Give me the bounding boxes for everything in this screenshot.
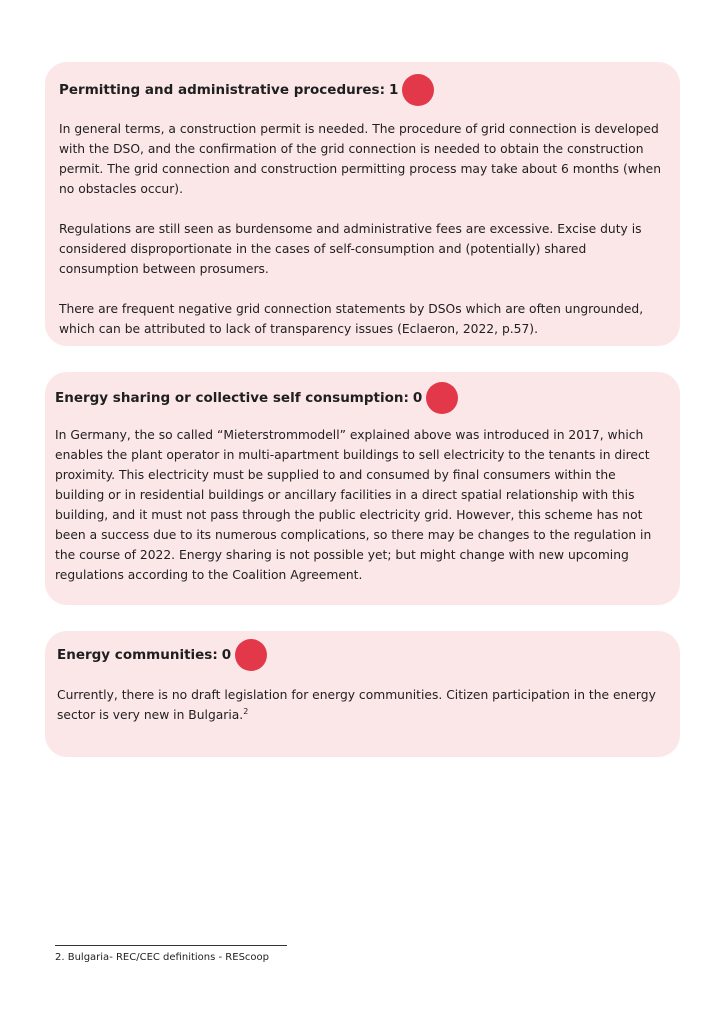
footnote-reference[interactable]: 2 <box>243 707 249 716</box>
card-header <box>55 382 668 414</box>
card-title: Energy sharing or collective self consumption: <box>55 390 409 406</box>
footnote: 2. Bulgaria- REC/CEC definitions - REScoop <box>55 952 269 963</box>
card-header <box>57 639 668 671</box>
score-value: 1 <box>388 82 399 98</box>
score-indicator-dot <box>235 639 267 671</box>
energy-communities-card <box>45 631 680 757</box>
paragraph: In Germany, the so called “Mieterstrommodell” explained above was introduced in 2017, which enables the plant operator in multi-apartment buildings to sell electricity to the tenants in direct proximity. This electricity must be supplied to and consumed by final consumers within the building or in residential buildings or ancillary facilities in a direct spatial relationship with this building, and it must not pass through the public electricity grid. However, this scheme has not been a success due to its numerous complications, so there may be changes to the regulation in the course of 2022. Energy sharing is not possible yet; but might change with new upcoming regulations according to the Coalition Agreement. <box>55 428 652 582</box>
score-indicator-dot <box>402 74 434 106</box>
paragraph: There are frequent negative grid connection statements by DSOs which are often ungrounded, which can be attributed to lack of transparency issues (Eclaeron, 2022, p.57). <box>59 302 644 336</box>
card-header <box>59 74 668 106</box>
paragraph <box>57 685 668 725</box>
score-value: 0 <box>221 647 232 663</box>
permitting-card <box>45 62 680 346</box>
card-title: Permitting and administrative procedures: <box>59 82 385 98</box>
paragraph-text: Currently, there is no draft legislation for energy communities. Citizen participation in the energy sector is very new in Bulgaria. <box>57 688 656 722</box>
score-value: 0 <box>412 390 423 406</box>
paragraph: Regulations are still seen as burdensome and administrative fees are excessive. Excise duty is considered disproportionate in the cases of self-consumption and (potentially) shared consumption between prosumers. <box>59 222 642 276</box>
energy-sharing-card <box>45 372 680 605</box>
card-title: Energy communities: <box>57 647 218 663</box>
paragraph: In general terms, a construction permit is needed. The procedure of grid connection is developed with the DSO, and the confirmation of the grid connection is needed to obtain the construction permit. The grid connection and construction permitting process may take about 6 months (when no obstacles occur). <box>59 122 662 196</box>
score-indicator-dot <box>426 382 458 414</box>
footnote-divider <box>55 945 287 946</box>
